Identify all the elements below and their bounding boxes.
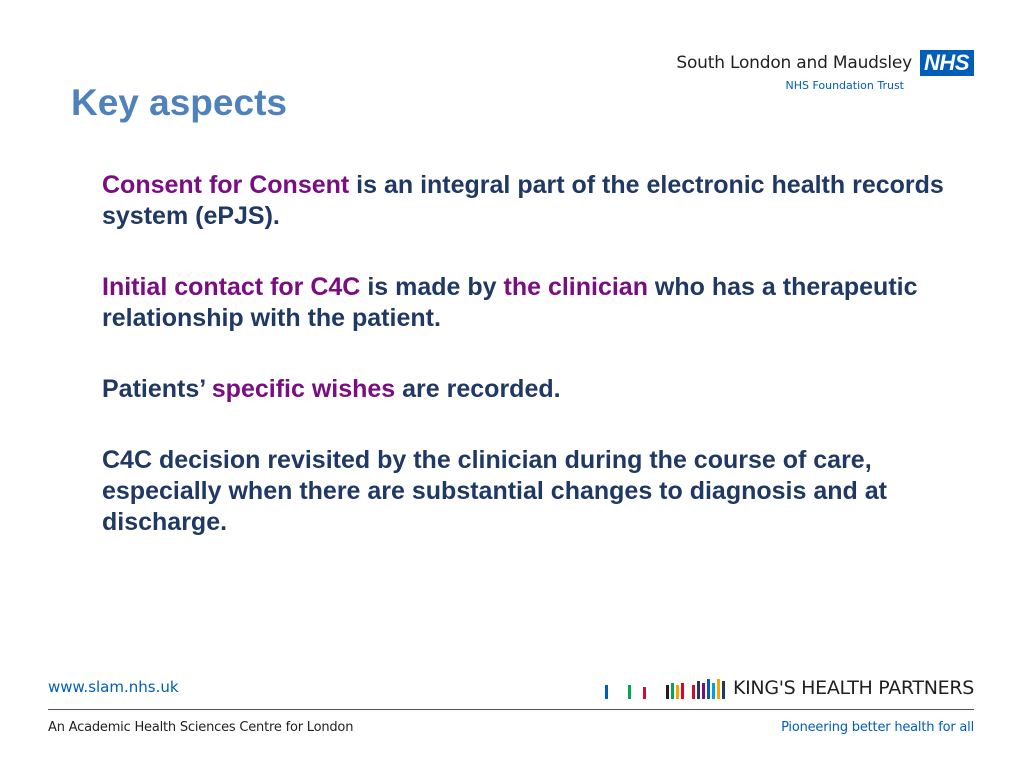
footer-divider <box>48 709 974 710</box>
kings-health-partners-logo <box>605 677 974 699</box>
paragraph-wishes <box>102 374 972 405</box>
slide-content <box>102 170 972 578</box>
nhs-logo-badge: NHS <box>920 50 974 76</box>
highlight-text: the clinician <box>503 273 648 301</box>
paragraph-text: C4C decision revisited by the clinician during the course of care, especially when there are substantial changes to diagnosis and at discharge. <box>102 446 887 536</box>
paragraph-text: is an integral part of the electronic health records system (ePJS). <box>102 171 944 230</box>
paragraph-revisited <box>102 445 972 538</box>
footer-tagline-left: An Academic Health Sciences Centre for London <box>48 720 354 735</box>
trust-logo <box>676 50 974 92</box>
highlight-text: Consent for Consent <box>102 171 350 199</box>
paragraph-text: who has a therapeutic relationship with the patient. <box>102 273 918 332</box>
trust-subtitle: NHS Foundation Trust <box>785 79 904 92</box>
footer-tagline-right: Pioneering better health for all <box>781 720 974 735</box>
slide-title: Key aspects <box>71 82 287 123</box>
highlight-text: specific wishes <box>211 375 396 403</box>
paragraph-consent <box>102 170 972 232</box>
paragraph-text: are recorded. <box>395 375 561 403</box>
khp-logo-mark-icon <box>605 677 727 699</box>
khp-name: KING'S HEALTH PARTNERS <box>732 677 974 699</box>
trust-name: South London and Maudsley <box>676 53 913 73</box>
paragraph-initial-contact <box>102 272 972 334</box>
paragraph-text: is made by <box>360 273 504 301</box>
trust-logo-row <box>676 50 974 76</box>
paragraph-text: Patients’ <box>102 375 212 403</box>
highlight-text: Initial contact for C4C <box>102 273 361 301</box>
footer-website-link[interactable]: www.slam.nhs.uk <box>48 678 179 696</box>
